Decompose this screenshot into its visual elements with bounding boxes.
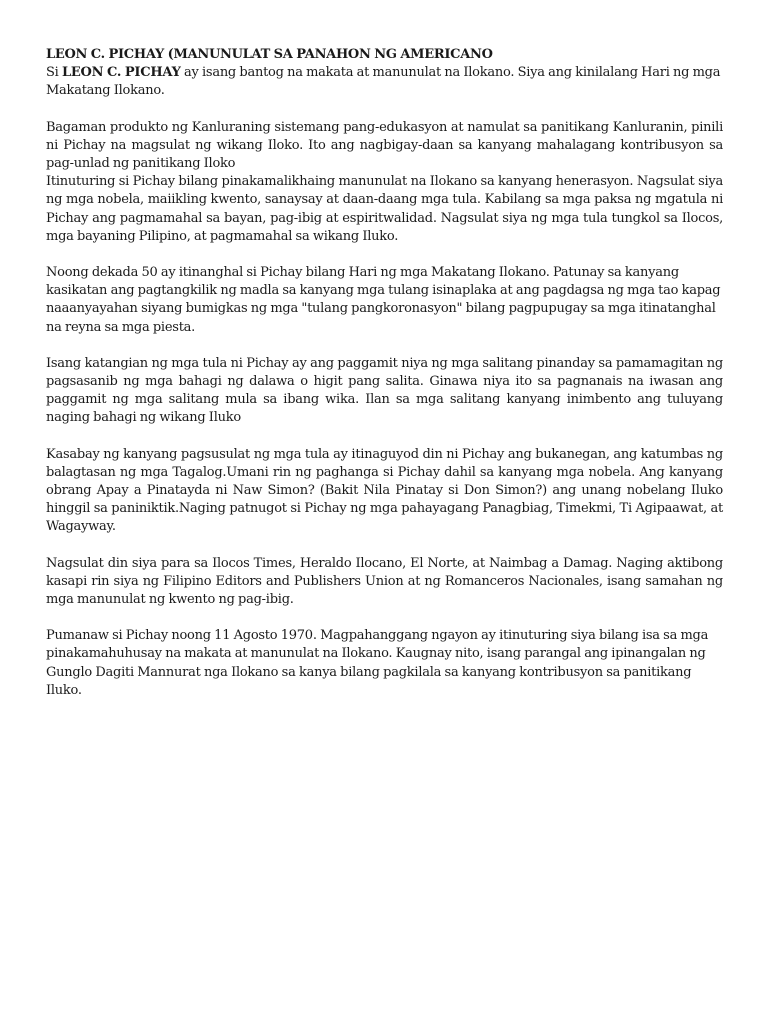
intro-text: ay isang bantog na makata at manunulat na Ilokano. Siya ang kinilalang Hari ng mga Makatang Ilokano. xyxy=(46,65,721,99)
paragraph-coined-words: Isang katangian ng mga tula ni Pichay ay ang paggamit niya ng mga salitang pinanday sa pamamagitan ng pagsasanib ng mga bahagi ng dalawa o higit pang salita. Ginawa niya ito sa pagnanais na iwasan ang paggamit ng mga salitang mula sa ibang wika. Ilan sa mga salitang kanyang inimbento ang tuluyang naging bahagi ng wikang Iluko xyxy=(46,355,723,426)
paragraph-bukanegan: Kasabay ng kanyang pagsusulat ng mga tula ay itinaguyod din ni Pichay ang bukanegan, ang katumbas ng balagtasan ng mga Tagalog.Umani rin ng paghanga si Pichay dahil sa kanyang mga nobela. Ang kanyang obrang Apay a Pinatayda ni Naw Simon? (Bakit Nila Pinatay si Don Simon?) ang unang nobelang Iluko hinggil sa paniniktik.Naging patnugot si Pichay ng mga pahayagang Panagbiag, Timekmi, Ti Agipaawat, at Wagayway. xyxy=(46,446,723,535)
document-page xyxy=(46,46,723,718)
paragraph-king-of-poets: Noong dekada 50 ay itinanghal si Pichay bilang Hari ng mga Makatang Ilokano. Patunay sa kanyang kasikatan ang pagtangkilik ng madla sa kanyang mga tulang isinaplaka at ang pagdagsa ng mga tao kapag naaanyayahan siyang bumigkas ng mga "tulang pangkoronasyon" bilang pagpupugay sa mga itinatanghal na reyna sa mga piesta. xyxy=(46,265,721,335)
intro-paragraph xyxy=(46,64,723,100)
paragraph-creative-writer: Itinuturing si Pichay bilang pinakamalikhaing manunulat na Ilokano sa kanyang henerasyon. Nagsulat siya ng mga nobela, maiikling kwento, sanaysay at daan-daang mga tula. Kabilang sa mga paksa ng mgatula ni Pichay ang pagmamahal sa bayan, pag-ibig at espiritwalidad. Nagsulat siya ng mga tula tungkol sa Ilocos, mga bayaning Pilipino, at pagmamahal sa wikang Iluko. xyxy=(46,174,723,244)
paragraph-education: Bagaman produkto ng Kanluraning sistemang pang-edukasyon at namulat sa panitikang Kanluranin, pinili ni Pichay na magsulat ng wikang Iloko. Ito ang nagbigay-daan sa kanyang mahalagang kontribusyon sa pag-unlad ng panitikang Iloko xyxy=(46,119,723,172)
document-title: LEON C. PICHAY (MANUNULAT SA PANAHON NG AMERICANO xyxy=(46,47,493,62)
paragraph-death: Pumanaw si Pichay noong 11 Agosto 1970. Magpahanggang ngayon ay itinuturing siya bilang isa sa mga pinakamahuhusay na makata at manunulat na Ilokano. Kaugnay nito, isang parangal ang ipinangalan ng Gunglo Dagiti Mannurat nga Ilokano sa kanya bilang pagkilala sa kanyang kontribusyon sa panitikang Iluko. xyxy=(46,628,709,698)
author-name: LEON C. PICHAY xyxy=(61,65,181,81)
intro-prefix: Si xyxy=(46,65,62,81)
paragraph-publications: Nagsulat din siya para sa Ilocos Times, Heraldo Ilocano, El Norte, at Naimbag a Damag. Naging aktibong kasapi rin siya ng Filipino Editors and Publishers Union at ng Romanceros Nacionales, isang samahan ng mga manunulat ng kwento ng pag-ibig. xyxy=(46,555,723,608)
